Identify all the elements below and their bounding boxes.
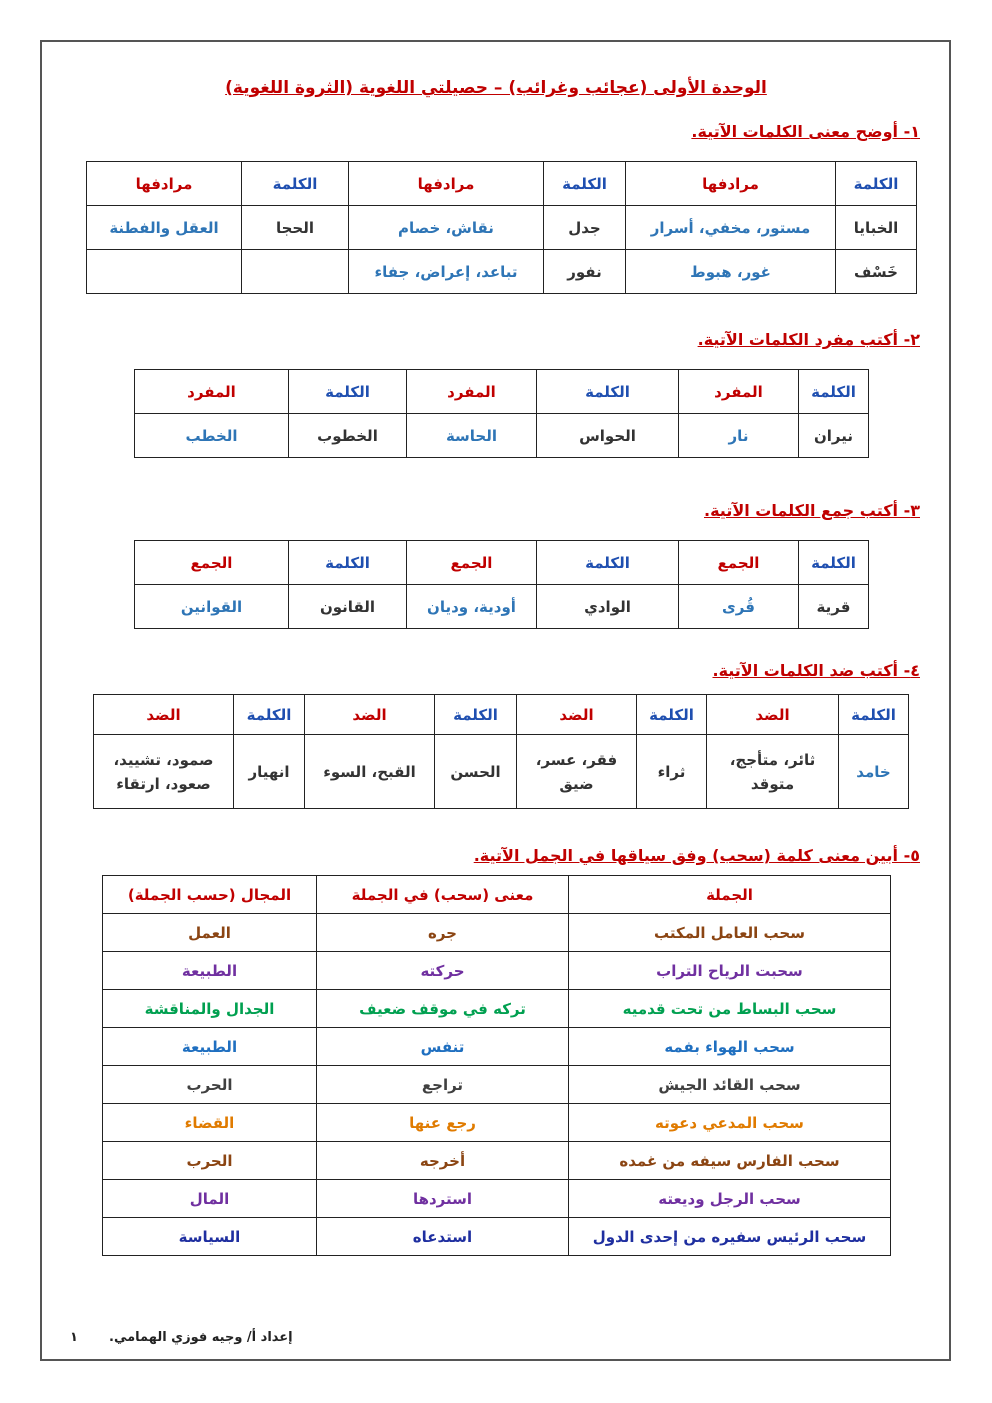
section-3-heading: ٣- أكتب جمع الكلمات الآتية. [704,501,920,520]
sentence-cell: سحب المدعي دعوته [569,1104,891,1142]
header-cell: الكلمة [637,695,707,735]
header-cell: مرادفها [626,162,836,206]
header-cell: الكلمة [836,162,917,206]
table-row [103,1104,891,1142]
header-cell: الكلمة [234,695,305,735]
header-cell: الجمع [407,541,537,585]
field-cell: الطبيعة [103,952,317,990]
footer [70,1330,293,1345]
sentence-cell: سحب الفارس سيفه من غمده [569,1142,891,1180]
word-cell: الوادي [537,585,679,629]
antonym-cell: ثائر، متأجج، متوقد [707,735,839,809]
word-cell: قرية [799,585,869,629]
sentence-cell: سحب الرئيس سفيره من إحدى الدول [569,1218,891,1256]
header-cell: المفرد [679,370,799,414]
sentence-cell: سحب الرجل وديعته [569,1180,891,1218]
word-cell: جدل [544,206,626,250]
header-cell: الضد [305,695,435,735]
word-cell: الحواس [537,414,679,458]
word-cell: خامد [839,735,909,809]
word-cell: ثراء [637,735,707,809]
table-header-row [87,162,917,206]
header-cell: الكلمة [289,541,407,585]
table-header-row [103,876,891,914]
word-cell: القانون [289,585,407,629]
table-header-row [135,541,869,585]
table-row [94,735,909,809]
section-5-heading: ٥- أبين معنى كلمة (سحب) وفق سياقها في الجمل الآتية. [473,846,920,865]
singular-cell: نار [679,414,799,458]
meaning-cell: حركته [317,952,569,990]
word-cell: الحجا [242,206,349,250]
page-title: الوحدة الأولى (عجائب وغرائب) – حصيلتي اللغوية (الثروة اللغوية) [225,78,767,98]
header-cell: الضد [517,695,637,735]
synonym-cell: غور، هبوط [626,250,836,294]
plural-cell: قُرى [679,585,799,629]
word-cell: نيران [799,414,869,458]
section-2-heading: ٢- أكتب مفرد الكلمات الآتية. [697,330,920,349]
field-cell: السياسة [103,1218,317,1256]
synonym-cell: تباعد، إعراض، جفاء [349,250,544,294]
table-header-row [135,370,869,414]
field-cell: المال [103,1180,317,1218]
synonym-cell: مستور، مخفي، أسرار [626,206,836,250]
header-cell: مرادفها [87,162,242,206]
header-cell: الكلمة [242,162,349,206]
header-cell: الكلمة [839,695,909,735]
header-cell: الكلمة [289,370,407,414]
header-cell: الضد [94,695,234,735]
table-row [87,206,917,250]
antonym-cell: القبح، السوء [305,735,435,809]
word-cell: خَسْف [836,250,917,294]
synonym-cell: العقل والفطنة [87,206,242,250]
table-row [103,1218,891,1256]
table-row [103,952,891,990]
header-cell: الكلمة [799,541,869,585]
sentence-cell: سحب القائد الجيش [569,1066,891,1104]
table-row [103,1142,891,1180]
meaning-cell: أخرجه [317,1142,569,1180]
table-row [103,1180,891,1218]
antonym-cell: صمود، تشييد، صعود، ارتقاء [94,735,234,809]
word-cell: الخطوب [289,414,407,458]
header-cell: الكلمة [799,370,869,414]
header-cell: الكلمة [435,695,517,735]
field-cell: العمل [103,914,317,952]
field-cell: الحرب [103,1066,317,1104]
sentence-cell: سحب البساط من تحت قدميه [569,990,891,1028]
header-cell: الضد [707,695,839,735]
sentence-cell: سحبت الرياح التراب [569,952,891,990]
singular-cell: الخطب [135,414,289,458]
plural-cell: القوانين [135,585,289,629]
meaning-cell: تراجع [317,1066,569,1104]
footer-author: إعداد أ/ وجيه فوزي الهمامي. [109,1330,293,1345]
table-row [103,914,891,952]
header-cell: الكلمة [537,370,679,414]
word-cell: نفور [544,250,626,294]
synonym-cell: نقاش، خصام [349,206,544,250]
header-cell: الجملة [569,876,891,914]
table-header-row [94,695,909,735]
sentence-cell: سحب الهواء بفمه [569,1028,891,1066]
synonyms-table [86,161,917,294]
meaning-cell: جره [317,914,569,952]
word-cell: الخبايا [836,206,917,250]
singular-table [134,369,869,458]
header-cell: الكلمة [544,162,626,206]
section-4-heading: ٤- أكتب ضد الكلمات الآتية. [712,661,920,680]
table-row [103,990,891,1028]
synonym-cell [87,250,242,294]
header-cell: المفرد [407,370,537,414]
header-cell: مرادفها [349,162,544,206]
word-cell [242,250,349,294]
plural-table [134,540,869,629]
table-row [87,250,917,294]
field-cell: الحرب [103,1142,317,1180]
field-cell: الطبيعة [103,1028,317,1066]
header-cell: الكلمة [537,541,679,585]
header-cell: معنى (سحب) في الجملة [317,876,569,914]
meaning-cell: استدعاه [317,1218,569,1256]
meanings-table [102,875,891,1256]
plural-cell: أودية، وديان [407,585,537,629]
table-row [103,1066,891,1104]
section-1-heading: ١- أوضح معنى الكلمات الآتية. [691,122,920,141]
page-number: ١ [70,1330,78,1345]
antonym-cell: فقر، عسر، ضيق [517,735,637,809]
table-row [103,1028,891,1066]
header-cell: الجمع [135,541,289,585]
header-cell: المجال (حسب الجملة) [103,876,317,914]
antonyms-table [93,694,909,809]
field-cell: القضاء [103,1104,317,1142]
meaning-cell: استردها [317,1180,569,1218]
header-cell: المفرد [135,370,289,414]
table-row [135,414,869,458]
meaning-cell: تركه في موقف ضعيف [317,990,569,1028]
meaning-cell: رجع عنها [317,1104,569,1142]
meanings-table-body [103,914,891,1256]
word-cell: الحسن [435,735,517,809]
singular-cell: الحاسة [407,414,537,458]
word-cell: انهيار [234,735,305,809]
table-row [135,585,869,629]
header-cell: الجمع [679,541,799,585]
meaning-cell: تنفس [317,1028,569,1066]
sentence-cell: سحب العامل المكتب [569,914,891,952]
field-cell: الجدال والمناقشة [103,990,317,1028]
